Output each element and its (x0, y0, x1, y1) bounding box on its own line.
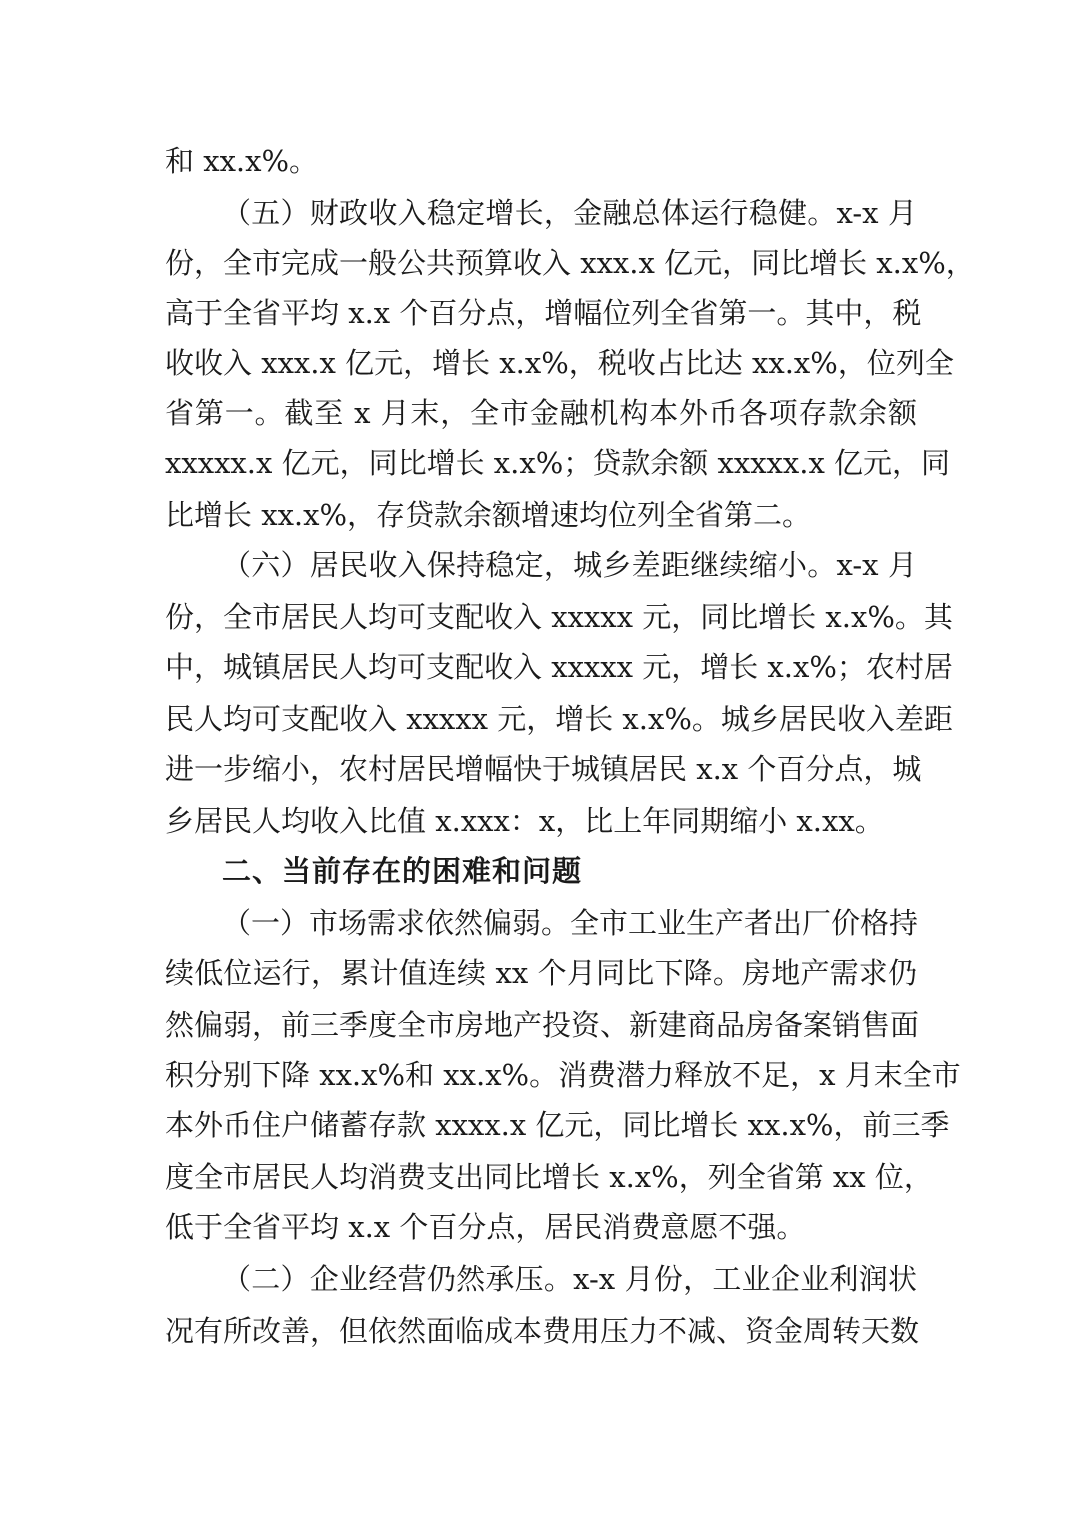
text-line: 然偏弱，前三季度全市房地产投资、新建商品房备案销售面 (165, 1008, 920, 1042)
text-line: 度全市居民人均消费支出同比增长 x.x%，列全省第 xx 位， (165, 1160, 933, 1194)
text-line: 况有所改善，但依然面临成本费用压力不减、资金周转天数 (165, 1314, 920, 1348)
text-line: 份，全市完成一般公共预算收入 xxx.x 亿元，同比增长 x.x%， (165, 246, 975, 280)
text-line: 中，城镇居民人均可支配收入 xxxxx 元，增长 x.x%；农村居 (165, 650, 953, 684)
text-line: 进一步缩小，农村居民增幅快于城镇居民 x.x 个百分点，城 (165, 752, 922, 786)
text-line: 低于全省平均 x.x 个百分点，居民消费意愿不强。 (165, 1210, 806, 1244)
text-line: 省第一。截至 x 月末，全市金融机构本外币各项存款余额 (165, 396, 917, 430)
text-line: 份，全市居民人均可支配收入 xxxxx 元，同比增长 x.x%。其 (165, 600, 953, 634)
text-line: 和 xx.x%。 (165, 144, 319, 178)
text-line: 收收入 xxx.x 亿元，增长 x.x%，税收占比达 xx.x%，位列全 (165, 346, 954, 380)
text-line: 高于全省平均 x.x 个百分点，增幅位列全省第一。其中，税 (165, 296, 922, 330)
text-line: 民人均可支配收入 xxxxx 元，增长 x.x%。城乡居民收入差距 (165, 702, 953, 736)
paragraph-six-start: （六）居民收入保持稳定，城乡差距继续缩小。x-x 月 (222, 548, 917, 582)
text-line: 比增长 xx.x%，存贷款余额增速均位列全省第二。 (165, 498, 812, 532)
section-heading: 二、当前存在的困难和问题 (222, 854, 583, 888)
paragraph-one-start: （一）市场需求依然偏弱。全市工业生产者出厂价格持 (222, 906, 919, 940)
text-line: 积分别下降 xx.x%和 xx.x%。消费潜力释放不足，x 月末全市 (165, 1058, 961, 1092)
text-line: xxxxx.x 亿元，同比增长 x.x%；贷款余额 xxxxx.x 亿元，同 (165, 446, 951, 480)
paragraph-two-start: （二）企业经营仍然承压。x-x 月份，工业企业利润状 (222, 1262, 917, 1296)
text-line: 本外币住户储蓄存款 xxxx.x 亿元，同比增长 xx.x%，前三季 (165, 1108, 950, 1142)
text-line: 乡居民人均收入比值 x.xxx：x，比上年同期缩小 x.xx。 (165, 804, 884, 838)
text-line: 续低位运行，累计值连续 xx 个月同比下降。房地产需求仍 (165, 956, 917, 990)
paragraph-five-start: （五）财政收入稳定增长，金融总体运行稳健。x-x 月 (222, 196, 917, 230)
